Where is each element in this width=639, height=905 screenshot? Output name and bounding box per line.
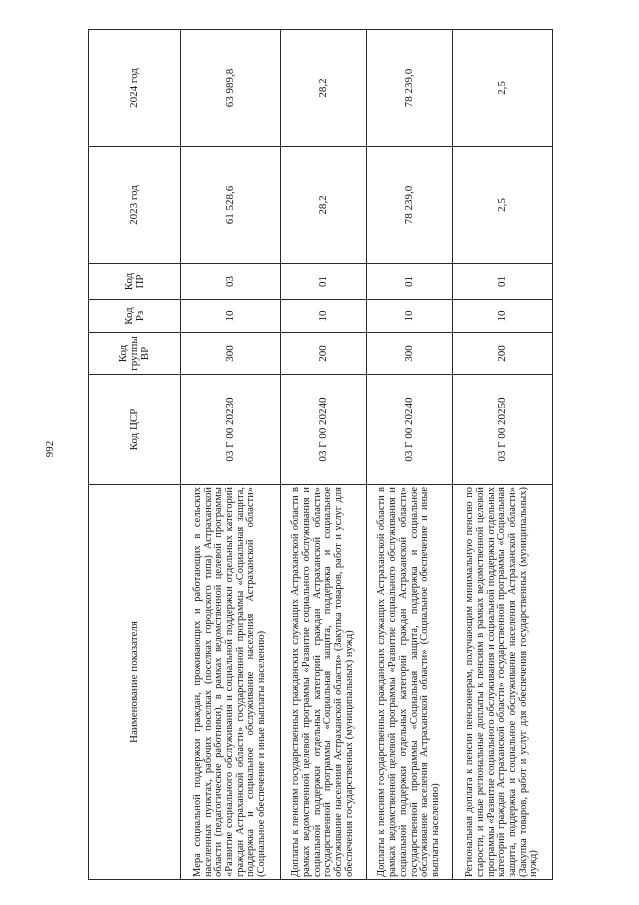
row-pr: 03 xyxy=(181,264,281,300)
header-name: Наименование показателя xyxy=(89,485,181,880)
row-pr: 01 xyxy=(453,264,553,300)
row-rz: 10 xyxy=(280,300,366,333)
row-2023: 78 239,0 xyxy=(366,147,452,264)
row-2024: 28,2 xyxy=(280,30,366,147)
table-header-row xyxy=(89,30,181,880)
row-2024: 78 239,0 xyxy=(366,30,452,147)
header-2023: 2023 год xyxy=(89,147,181,264)
row-vr: 300 xyxy=(366,333,452,375)
row-vr: 200 xyxy=(280,333,366,375)
row-pr: 01 xyxy=(280,264,366,300)
row-name: Доплаты к пенсиям государственных гражданских служащих Астраханской области в рамках ведомственной целевой программы «Развитие социального обслуживания и социальной поддержки отдельных категорий граждан Астраханской области» государственной программы «Социальная защита, поддержка и социальное обслуживание населения Астраханской области» (Закупка товаров, работ и услуг для обеспечения государственных (муниципальных) нужд) xyxy=(280,485,366,880)
row-vr: 200 xyxy=(453,333,553,375)
row-name: Доплаты к пенсиям государственных гражданских служащих Астраханской области в рамках ведомственной целевой программы «Развитие социального обслуживания и социальной поддержки отдельных категорий граждан Астраханской области» государственной программы «Социальная защита, поддержка и социальное обслуживание населения Астраханской области» (Социальное обеспечение и иные выплаты населению) xyxy=(366,485,452,880)
budget-table xyxy=(88,29,553,880)
row-rz: 10 xyxy=(366,300,452,333)
row-2023: 2,5 xyxy=(453,147,553,264)
header-csr: Код ЦСР xyxy=(89,375,181,485)
row-csr: 03 Г 00 20240 xyxy=(366,375,452,485)
row-2024: 63 989,8 xyxy=(181,30,281,147)
row-rz: 10 xyxy=(181,300,281,333)
table-row xyxy=(280,30,366,880)
row-name: Мера социальной поддержки граждан, проживающих и работающих в сельских населенных пунктах, рабочих поселках (поселках городского типа) Астраханской области (педагогические работники), в рамках ведомственной целевой программы «Развитие социального обслуживания и социальной поддержки отдельных категорий граждан Астраханской области» государственной программы «Социальная защита, поддержка и социальное обслуживание населения Астраханской области» (Социальное обеспечение и иные выплаты населению) xyxy=(181,485,281,880)
header-pr: Код ПР xyxy=(89,264,181,300)
row-name: Региональная доплата к пенсии пенсионерам, получающим минимальную пенсию по старости, и иные региональные доплаты к пенсиям в рамках ведомственной целевой программы «Развитие социального обслуживания и социальной поддержки отдельных категорий граждан Астраханской области» государственной программы «Социальная защита, поддержка и социальное обслуживание населения Астраханской области» (Закупка товаров, работ и услуг для обеспечения государственных (муниципальных) нужд) xyxy=(453,485,553,880)
row-2023: 28,2 xyxy=(280,147,366,264)
rotated-page xyxy=(88,30,553,880)
row-vr: 300 xyxy=(181,333,281,375)
row-2023: 61 528,6 xyxy=(181,147,281,264)
row-rz: 10 xyxy=(453,300,553,333)
row-csr: 03 Г 00 20240 xyxy=(280,375,366,485)
table-row xyxy=(181,30,281,880)
header-2024: 2024 год xyxy=(89,30,181,147)
table-row xyxy=(453,30,553,880)
page-number: 992 xyxy=(44,440,56,458)
table-row xyxy=(366,30,452,880)
row-pr: 01 xyxy=(366,264,452,300)
row-csr: 03 Г 00 20230 xyxy=(181,375,281,485)
row-2024: 2,5 xyxy=(453,30,553,147)
row-csr: 03 Г 00 20250 xyxy=(453,375,553,485)
header-rz: Код Рз xyxy=(89,300,181,333)
header-vr: Код группы ВР xyxy=(89,333,181,375)
